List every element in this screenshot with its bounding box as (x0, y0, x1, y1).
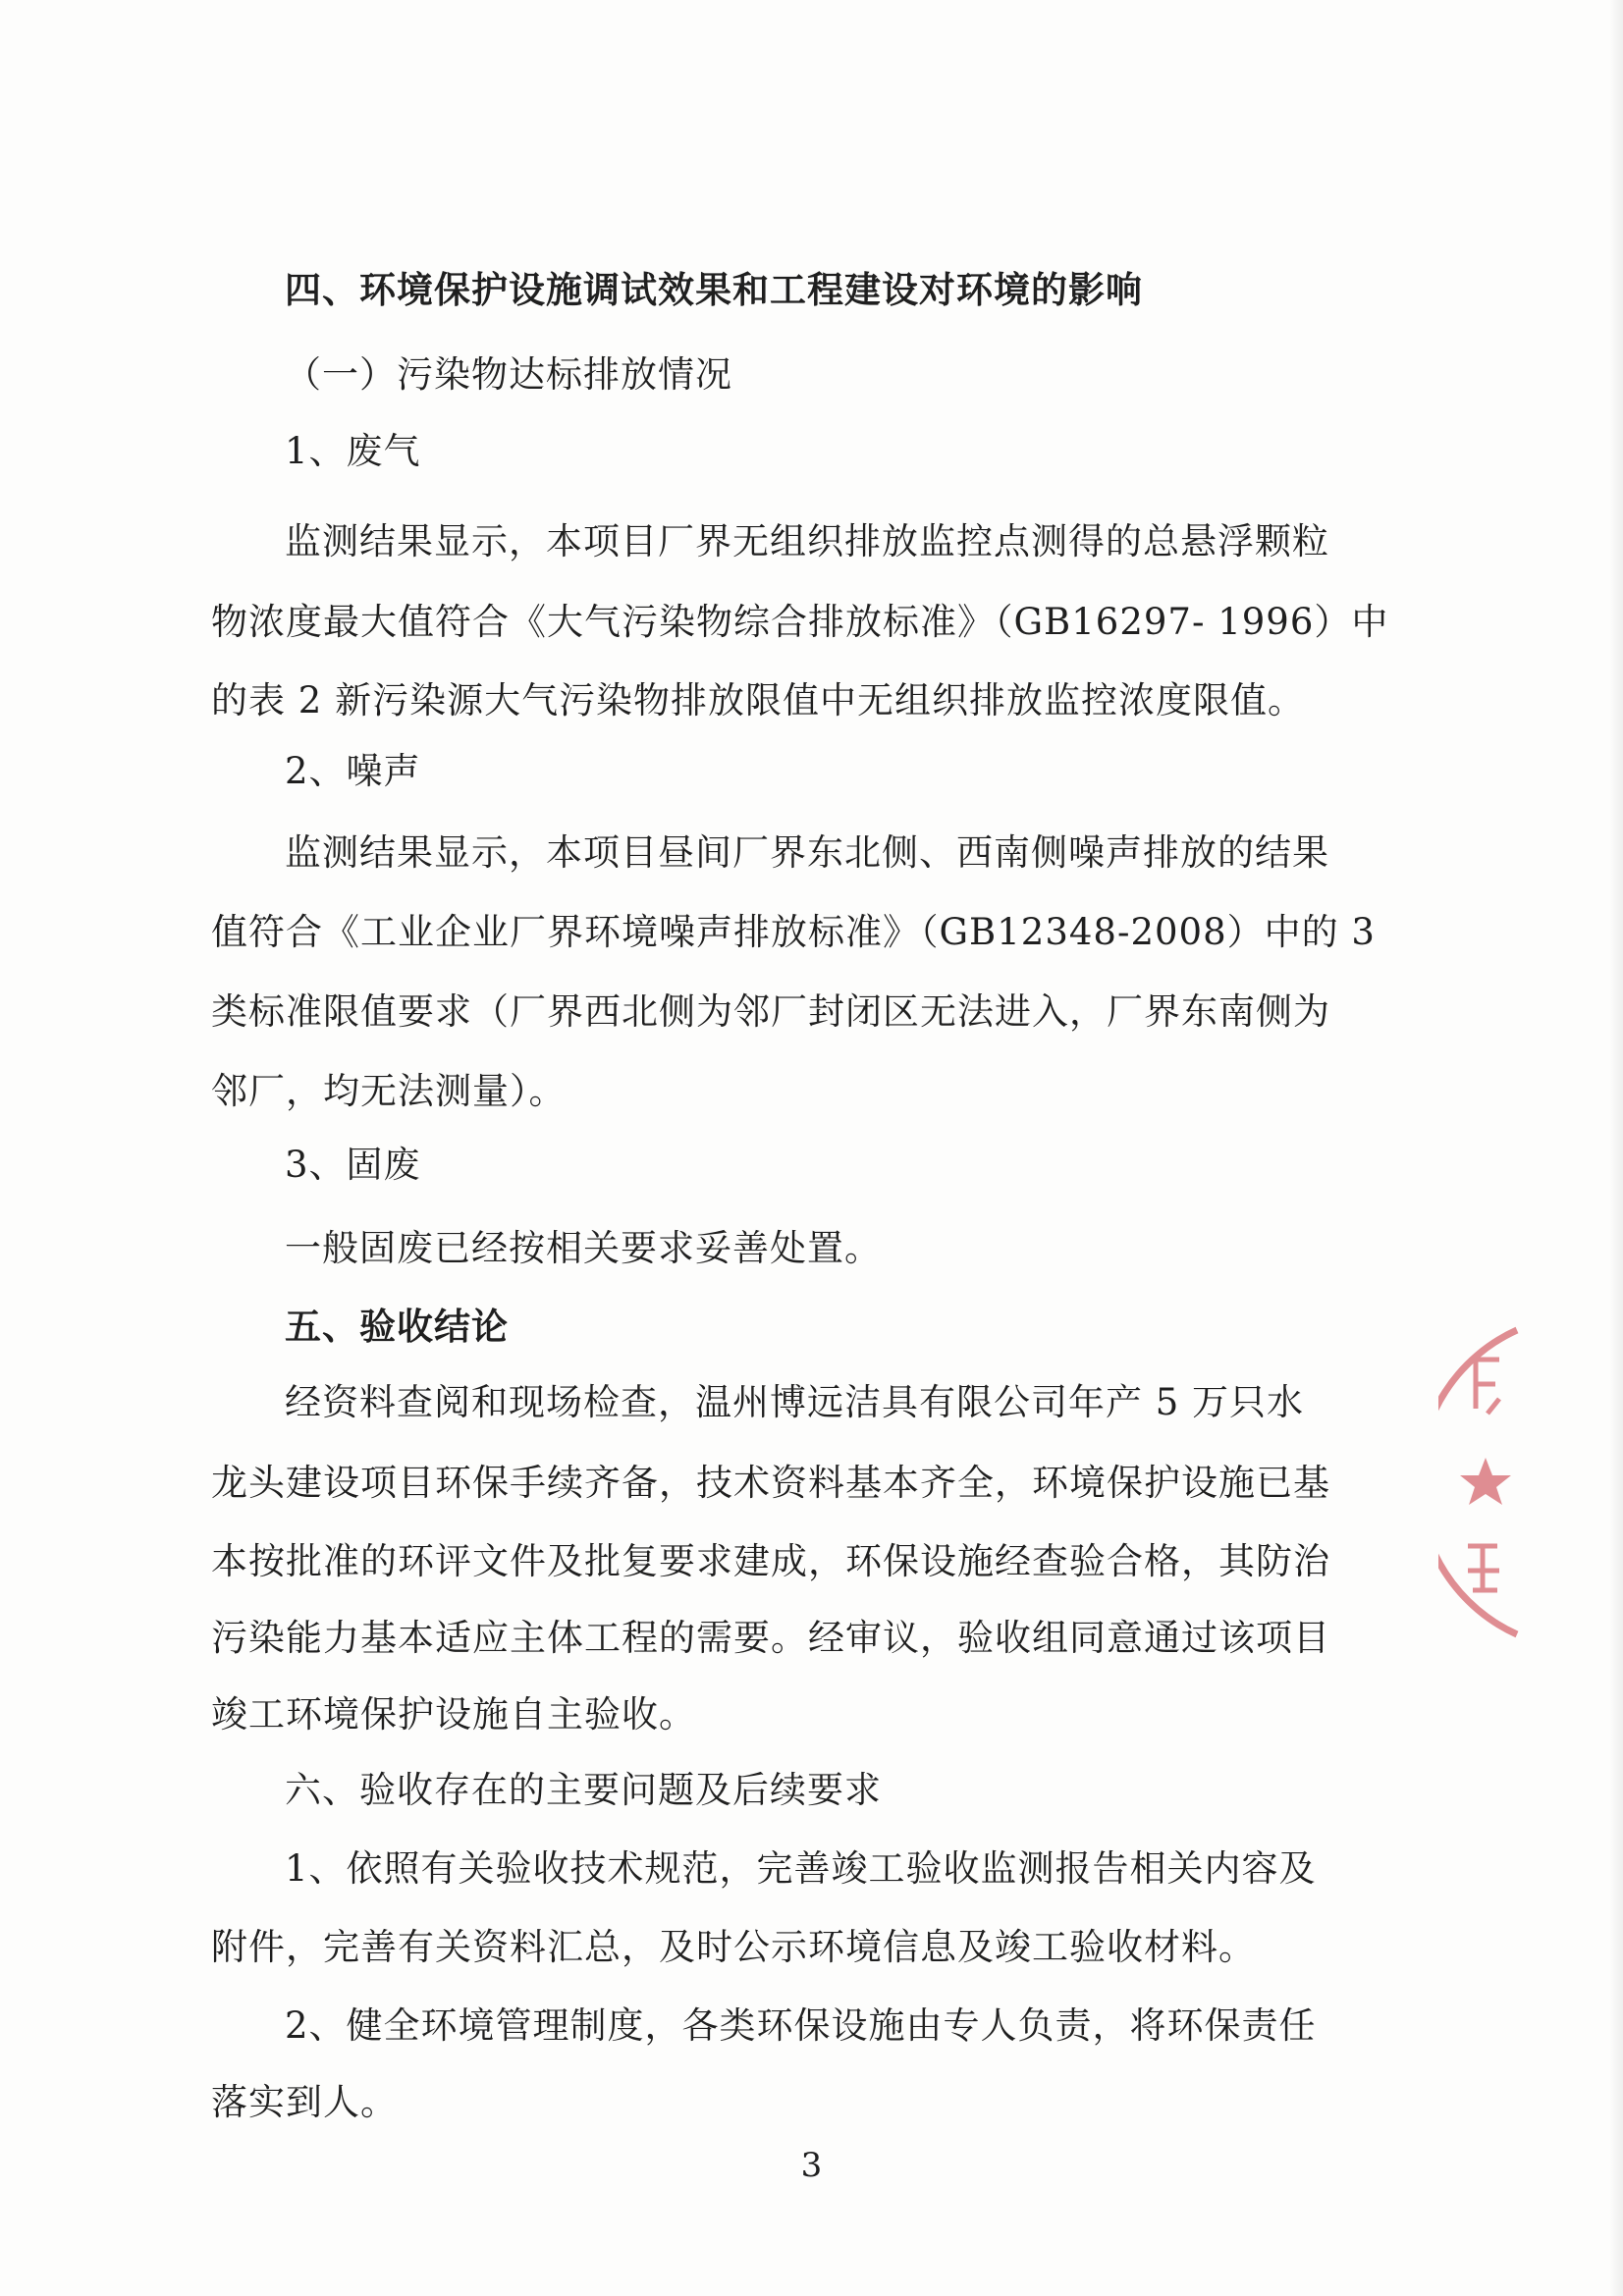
para-line-p2b: 值符合《工业企业厂界环境噪声排放标准》（GB12348-2008）中的 3 (211, 911, 1376, 953)
para-line-p4d: 污染能力基本适应主体工程的需要。经审议，验收组同意通过该项目 (211, 1617, 1330, 1659)
para-line-p4a: 经资料查阅和现场检查，温州博远洁具有限公司年产 5 万只水 (285, 1381, 1305, 1423)
item-line-item2: 2、噪声 (285, 750, 421, 792)
para-line-p6a: 2、健全环境管理制度，各类环保设施由专人负责，将环保责任 (285, 2004, 1317, 2047)
subheading-line-sub1: （一）污染物达标排放情况 (285, 353, 732, 396)
para-last-line-p3a: 一般固废已经按相关要求妥善处置。 (285, 1227, 882, 1269)
scan-shadow-edge (1609, 0, 1623, 2296)
item-line-item3: 3、固废 (285, 1144, 421, 1186)
para-last-line-p2d: 邻厂，均无法测量）。 (211, 1070, 567, 1112)
para-line-p5a: 1、依照有关验收技术规范，完善竣工验收监测报告相关内容及 (285, 1847, 1317, 1890)
para-line-p4c: 本按批准的环评文件及批复要求建成，环保设施经查验合格，其防治 (211, 1540, 1330, 1582)
page-number: 3 (800, 2146, 823, 2185)
para-line-p2c: 类标准限值要求（厂界西北侧为邻厂封闭区无法进入，厂界东南侧为 (211, 990, 1330, 1033)
heading-line-h5: 五、验收结论 (285, 1306, 509, 1348)
para-line-p2a: 监测结果显示，本项目昼间厂界东北侧、西南侧噪声排放的结果 (285, 831, 1329, 874)
para-line-p1b: 物浓度最大值符合《大气污染物综合排放标准》（GB16297- 1996）中 (211, 601, 1389, 643)
official-seal-fragment (1438, 1320, 1527, 1644)
para-last-line-p6b: 落实到人。 (211, 2081, 398, 2123)
para-line-p1a: 监测结果显示，本项目厂界无组织排放监控点测得的总悬浮颗粒 (285, 520, 1329, 562)
subheading-line-h6: 六、验收存在的主要问题及后续要求 (285, 1769, 882, 1811)
para-line-p4b: 龙头建设项目环保手续齐备，技术资料基本齐全，环境保护设施已基 (211, 1462, 1330, 1504)
para-last-line-p1c: 的表 2 新污染源大气污染物排放限值中无组织排放监控浓度限值。 (211, 679, 1306, 721)
para-last-line-p4e: 竣工环境保护设施自主验收。 (211, 1693, 696, 1735)
item-line-item1: 1、废气 (285, 430, 421, 472)
heading-line-h4: 四、环境保护设施调试效果和工程建设对环境的影响 (285, 269, 1143, 311)
para-last-line-p5b: 附件，完善有关资料汇总，及时公示环境信息及竣工验收材料。 (211, 1926, 1256, 1968)
